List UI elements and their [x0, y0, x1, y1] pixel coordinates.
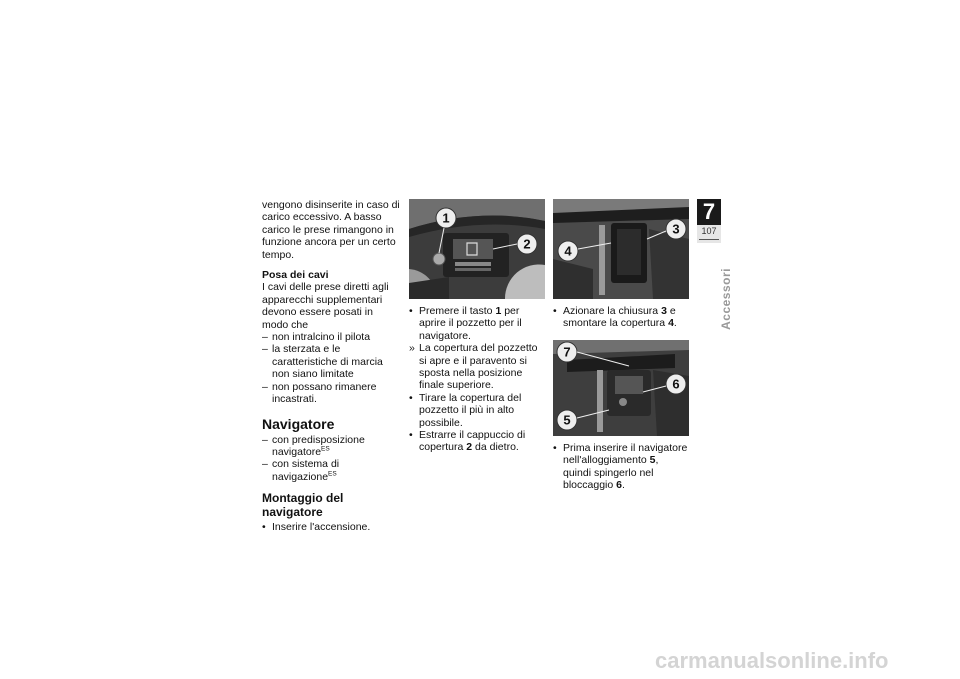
mount-photo-image	[553, 340, 689, 436]
dashboard-photo	[409, 199, 545, 299]
heading-navigatore: Navigatore	[262, 415, 335, 432]
list-item: – con sistema di navigazione$^{ES}$	[262, 458, 340, 483]
list-item: • Prima inserire il navigatore nell'alloggiamento 5, quindi spingerlo nel bloccaggio 6.	[553, 441, 688, 492]
cover-photo	[553, 199, 689, 299]
tab-divider	[699, 239, 719, 240]
list-item: – con predisposizione navigatore$^{ES}$	[262, 433, 365, 458]
posa-paragraph: I cavi delle prese diretti agli apparecchi supplementari devono essere posati in modo che	[262, 281, 389, 331]
list-item: – la sterzata e le caratteristiche di marcia non siano limitate	[262, 343, 383, 381]
steps-list-1	[553, 305, 689, 330]
text-column-3	[553, 199, 689, 491]
mount-photo	[553, 340, 689, 436]
list-item: • Inserire l'accensione.	[262, 521, 371, 534]
intro-paragraph: vengono disinserite in caso di carico eccessivo. A basso carico le prese rimangono in funzione ancora per un certo tempo.	[262, 199, 400, 261]
heading-montaggio: Montaggio del navigatore	[262, 491, 344, 520]
list-item: » La copertura del pozzetto si apre e il paravento si sposta nella posizione finale superiore.	[409, 342, 538, 392]
posa-list	[262, 331, 400, 405]
callout-6: 6	[672, 376, 680, 392]
text-column-2	[409, 199, 545, 454]
text-column-1	[262, 199, 400, 534]
callout-4: 4	[564, 243, 572, 259]
watermark: carmanualsonline.info	[655, 648, 889, 673]
callout-5: 5	[563, 412, 571, 428]
nav-list	[262, 434, 400, 484]
list-item: • Estrarre il cappuccio di copertura 2 da dietro.	[409, 429, 526, 454]
callout-3: 3	[672, 221, 680, 237]
cover-photo-image	[553, 199, 689, 299]
callout-7: 7	[563, 344, 571, 360]
list-item: – non possano rimanere incastrati.	[262, 380, 377, 406]
steps-list-2	[553, 442, 689, 492]
list-item: • Azionare la chiusura 3 e smontare la copertura 4.	[553, 305, 677, 330]
dashboard-photo-image	[409, 199, 545, 299]
steps-list	[409, 305, 545, 454]
section-label: Accessori	[719, 268, 733, 330]
callout-1: 1	[442, 210, 450, 226]
list-item: • Premere il tasto 1 per aprire il pozzetto per il navigatore.	[409, 305, 522, 342]
list-item: • Tirare la copertura del pozzetto il più in alto possibile.	[409, 391, 522, 429]
chapter-tab	[697, 199, 721, 243]
montaggio-list	[262, 521, 400, 533]
callout-2: 2	[523, 236, 531, 252]
list-item: – non intralcino il pilota	[262, 331, 371, 344]
page-number: 107	[701, 226, 717, 236]
chapter-number: 7	[697, 199, 721, 225]
heading-posa-cavi: Posa dei cavi	[262, 269, 329, 282]
